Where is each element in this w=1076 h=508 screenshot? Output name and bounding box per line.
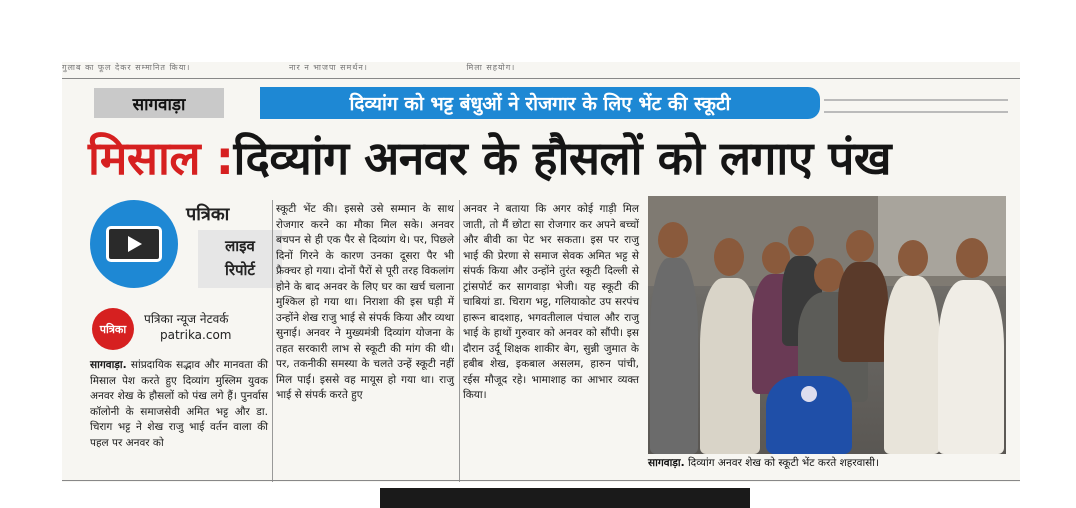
caption-text: दिव्यांग अनवर शेख को स्कूटी भेंट करते शहरवासी। — [684, 457, 879, 469]
strip-text: गुलाब का फूल देकर सम्मानित किया। — [62, 63, 191, 72]
network-url: patrika.com — [160, 328, 232, 342]
column-divider — [272, 200, 273, 482]
live-line: लाइव — [225, 237, 255, 255]
article-text: सांप्रदायिक सद्भाव और मानवता की मिसाल पेश करते हुए दिव्यांग मुस्लिम युवक अनवर शेख के हौसलों को पंख लगे हैं। पुनर्वास कॉलोनी के समाजसेवी अमित भट्ट और डा. चिराग भट्ट ने शेख राजु भाई वर्तन वाला की पहल पर अनवर को — [90, 359, 268, 449]
network-name: पत्रिका न्यूज नेटवर्क — [144, 312, 229, 326]
strip-text: मिला सहयोग। — [466, 63, 516, 72]
brand-name: पत्रिका — [186, 204, 230, 225]
scooter-headlight — [801, 386, 817, 402]
person-figure — [700, 278, 760, 454]
place-tag: सागवाड़ा — [94, 88, 224, 118]
person-head — [788, 226, 814, 256]
person-head — [658, 222, 688, 258]
next-article-cut — [380, 488, 750, 508]
headline-rest: दिव्यांग अनवर के हौसलों को लगाए पंख — [233, 131, 892, 185]
live-report-logo — [90, 200, 260, 290]
person-figure — [884, 276, 940, 454]
person-head — [846, 230, 874, 262]
article-column-3: अनवर ने बताया कि अगर कोई गाड़ी मिल जाती, तो मैं छोटा सा रोजगार कर अपने बच्चों और बीवी का पेट भर सकता। इस पर राजु भाई की प्रेरणा से समाज सेवक अमित भट्ट से संपर्क किया और उन्होंने तुरंत स्कूटी दिल्ली से ट्रांसपोर्ट कर सागवाड़ा भेजी। यह स्कूटी की चाबियां डा. चिराग भट्ट, गलियाकोट उप सरपंच हारून बादशाह, भगवतीलाल पंचाल और राजु भाई के हाथों गुरुवार को अनवर को सौंपी। इस दौरान उर्दू शिक्षक शाकीर बेग, सुन्नी जुमात के हबीब शेख, इकबाल असलम, हारुन पांची, रईस मौजूद रहे। भामाशाह का आभार व्यक्त किया। — [463, 203, 639, 401]
patrika-logo: पत्रिका — [92, 308, 134, 350]
live-report-label — [198, 230, 282, 288]
article-column-2: स्कूटी भेंट की। इससे उसे सम्मान के साथ रोजगार करने का मौका मिल सके। अनवर बचपन से ही एक पैर से दिव्यांग थे। पर, पिछले दिनों गिरने के कारण उनका दूसरा पैर भी फ्रैक्चर हो गया। दोनों पैरों से पूरी तरह विकलांग होने के बाद अनवर के लिए घर का खर्च चलाना मुश्किल हो गया था। निराशा की इस घड़ी में उन्होंने शेख राजु भाई से संपर्क किया और व्यथा सुनाई। अनवर ने मुख्यमंत्री दिव्यांग योजना के तहत सरकारी लाभ से स्कूटी की मांग की थी। पर, तकनीकी समस्या के चलते उन्हें स्कूटी नहीं मिल पाई। इससे वह मायूस हो गया था। राजु भाई से संपर्क करते हुए — [276, 203, 454, 401]
photo-caption — [648, 456, 1006, 470]
kicker-banner: दिव्यांग को भट्ट बंधुओं ने रोजगार के लिए भेंट की स्कूटी — [260, 87, 820, 119]
person-figure — [938, 280, 1004, 454]
person-figure — [838, 262, 888, 362]
video-icon — [90, 200, 178, 288]
article-column-1 — [90, 358, 268, 451]
person-figure — [650, 258, 698, 454]
person-head — [956, 238, 988, 278]
caption-place: सागवाड़ा. — [648, 457, 685, 469]
column-divider — [459, 200, 460, 482]
news-photo — [648, 196, 1006, 454]
kicker-rule — [824, 99, 1008, 113]
top-divider — [62, 78, 1020, 79]
previous-article-strip — [62, 62, 1020, 76]
person-head — [898, 240, 928, 276]
headline — [88, 124, 1018, 190]
headline-lead: मिसाल : — [88, 131, 234, 185]
report-line: रिपोर्ट — [225, 261, 255, 279]
scooter — [766, 376, 852, 454]
dateline: सागवाड़ा. — [90, 359, 127, 371]
bottom-divider — [62, 480, 1020, 481]
newspaper-clipping — [62, 62, 1020, 482]
person-head — [714, 238, 744, 276]
strip-text: नार न भाजपा समर्थन। — [289, 63, 368, 72]
play-icon — [106, 226, 162, 262]
